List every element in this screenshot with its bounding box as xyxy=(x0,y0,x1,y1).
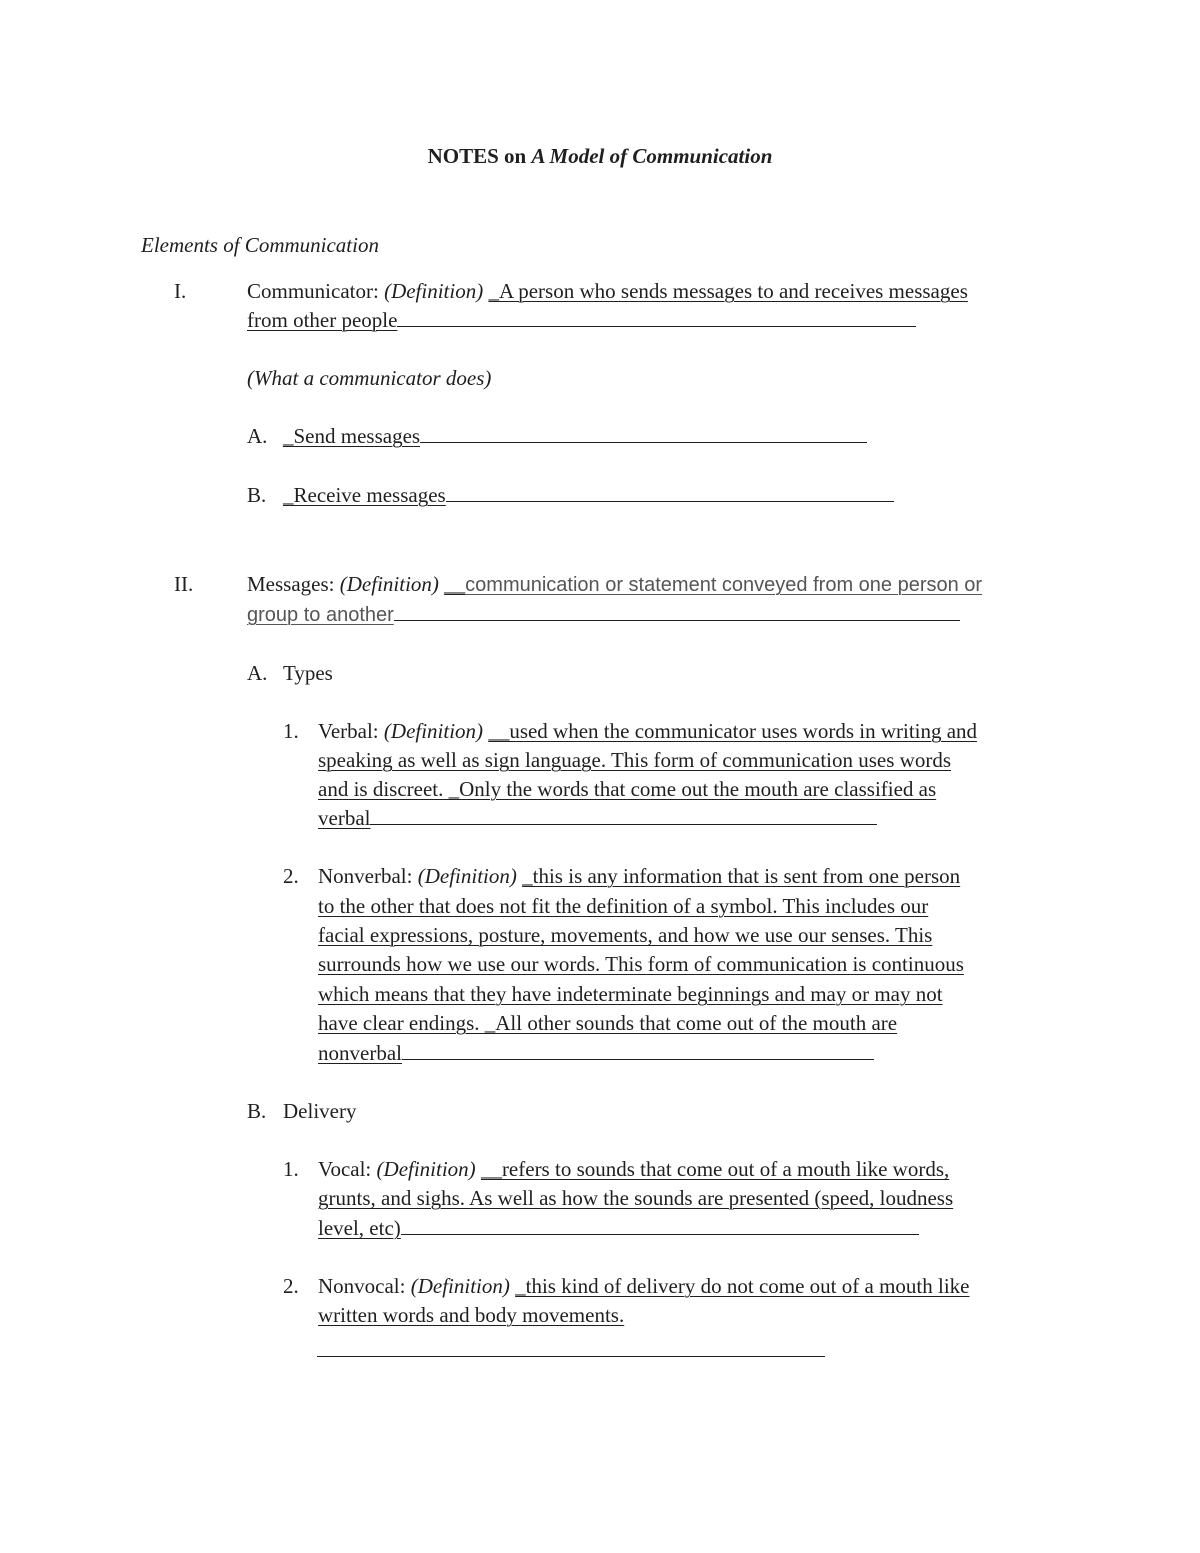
vocal-line-1 xyxy=(318,1155,949,1183)
verbal-def-text: and is discreet. _Only the words that come out the mouth are classified as xyxy=(318,777,937,801)
messages-label: Messages: xyxy=(247,572,335,596)
vocal-label: Vocal: xyxy=(318,1157,372,1181)
delivery-letter: B. xyxy=(247,1099,267,1123)
blank-rule xyxy=(397,306,916,327)
verbal-last-line xyxy=(318,804,877,832)
blank-rule xyxy=(401,1214,919,1235)
vocal-def-text: level, etc) xyxy=(318,1216,401,1240)
messages-line-1 xyxy=(247,570,982,599)
communicator-a-letter: A. xyxy=(247,424,268,448)
nonverbal-line-1 xyxy=(318,862,960,890)
types-letter: A. xyxy=(247,661,268,685)
verbal-def-label: (Definition) xyxy=(383,719,484,743)
title-prefix: NOTES on xyxy=(427,144,532,168)
messages-def-line-1: communication or statement conveyed from one person or xyxy=(465,574,983,596)
verbal-label: Verbal: xyxy=(318,719,379,743)
nonverbal-def-text: surrounds how we use our words. This form of communication is continuous xyxy=(318,952,964,976)
blank-rule xyxy=(370,804,877,825)
communicator-a-line xyxy=(283,422,867,450)
nonverbal-def-text: to the other that does not fit the definition of a symbol. This includes our xyxy=(318,894,929,918)
vocal-last-line xyxy=(318,1214,919,1242)
numeral-i: I. xyxy=(174,279,187,303)
communicator-label: Communicator: xyxy=(247,279,379,303)
vocal-def-label: (Definition) xyxy=(376,1157,476,1181)
nonverbal-def-text: which means that they have indeterminate beginnings and may or may not xyxy=(318,982,943,1006)
communicator-line-1 xyxy=(247,277,968,305)
communicator-def-line-2: from other people xyxy=(247,308,398,332)
blank-rule xyxy=(402,1039,874,1060)
nonvocal-def-label: (Definition) xyxy=(410,1274,510,1298)
types-label: Types xyxy=(283,661,333,685)
messages-def-label: (Definition) xyxy=(339,572,439,596)
communicator-b-text: _Receive messages xyxy=(283,483,446,507)
blank-rule xyxy=(394,600,960,621)
nonverbal-def-text: _this is any information that is sent from one person xyxy=(522,864,961,888)
delivery-label: Delivery xyxy=(283,1099,357,1123)
blank-rule xyxy=(446,481,894,502)
blank-rule xyxy=(317,1356,825,1357)
nonverbal-def-text: nonverbal xyxy=(318,1041,402,1065)
communicator-b-letter: B. xyxy=(247,483,267,507)
title-italic: A Model of Communication xyxy=(531,144,773,168)
communicator-def-label: (Definition) xyxy=(384,279,484,303)
nonvocal-def-text: written words and body movements. xyxy=(318,1303,625,1327)
nonvocal-label: Nonvocal: xyxy=(318,1274,406,1298)
messages-line-2 xyxy=(247,600,960,629)
communicator-a-text: _Send messages xyxy=(283,424,421,448)
nonverbal-def-label: (Definition) xyxy=(417,864,517,888)
messages-def-prefix: __ xyxy=(444,572,466,596)
nonverbal-label: Nonverbal: xyxy=(318,864,413,888)
nonverbal-num: 2. xyxy=(283,864,299,888)
section-heading: Elements of Communication xyxy=(141,233,379,257)
nonvocal-num: 2. xyxy=(283,1274,299,1298)
blank-rule xyxy=(420,422,867,443)
nonverbal-def-text: have clear endings. _All other sounds that come out of the mouth are xyxy=(318,1011,898,1035)
numeral-ii: II. xyxy=(174,572,194,596)
communicator-line-2 xyxy=(247,306,916,334)
verbal-def-text: verbal xyxy=(318,806,371,830)
communicator-b-line xyxy=(283,481,894,509)
messages-def-line-2: group to another xyxy=(247,604,394,626)
verbal-def-text: __used when the communicator uses words in writing and xyxy=(488,719,978,743)
page-title xyxy=(0,142,1200,170)
vocal-num: 1. xyxy=(283,1157,299,1181)
verbal-num: 1. xyxy=(283,719,299,743)
verbal-def-text: speaking as well as sign language. This form of communication uses words xyxy=(318,748,951,772)
nonverbal-last-line xyxy=(318,1039,874,1067)
nonvocal-line-1 xyxy=(318,1272,969,1300)
vocal-def-text: __refers to sounds that come out of a mouth like words, xyxy=(480,1157,950,1181)
nonverbal-def-text: facial expressions, posture, movements, and how we use our senses. This xyxy=(318,923,933,947)
verbal-line-1 xyxy=(318,717,977,745)
nonvocal-def-text: _this kind of delivery do not come out of a mouth like xyxy=(515,1274,970,1298)
what-communicator-does: (What a communicator does) xyxy=(247,366,492,390)
communicator-def-line-1: _A person who sends messages to and receives messages xyxy=(488,279,968,303)
vocal-def-text: grunts, and sighs. As well as how the sounds are presented (speed, loudness xyxy=(318,1186,954,1210)
